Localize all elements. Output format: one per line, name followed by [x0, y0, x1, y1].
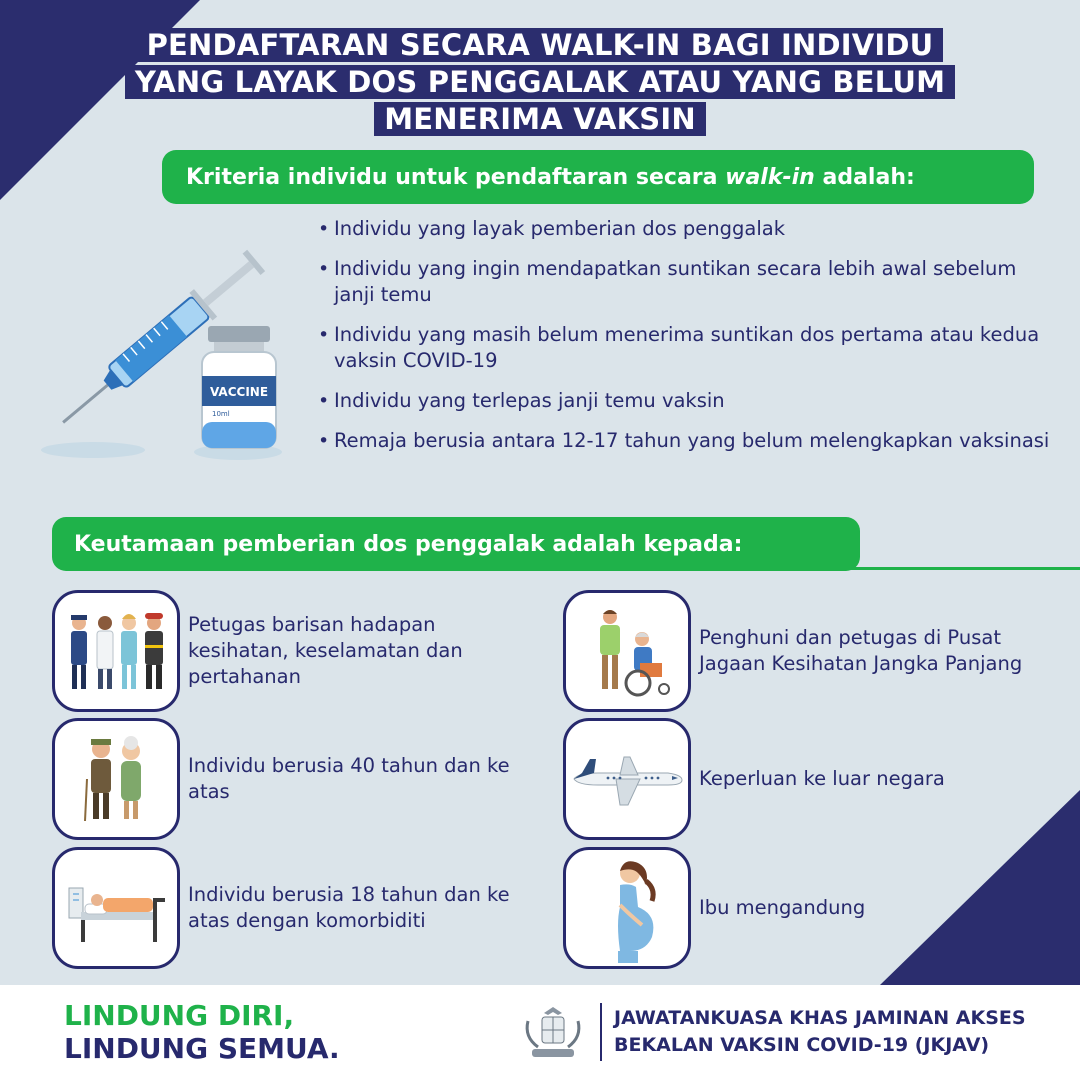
title-line-3: MENERIMA VAKSIN — [374, 102, 706, 136]
priority-label-longterm-care: Penghuni dan petugas di Pusat Jagaan Kesihatan Jangka Panjang — [699, 626, 1023, 675]
slogan-line-2: LINDUNG SEMUA. — [64, 1032, 340, 1065]
airplane-icon — [563, 718, 691, 840]
divider — [850, 567, 1080, 570]
organization-name — [614, 1005, 1026, 1059]
priority-item-travel — [563, 718, 1049, 840]
title-line-1: PENDAFTARAN SECARA WALK-IN BAGI INDIVIDU — [137, 28, 944, 62]
priority-item-longterm-care — [563, 590, 1049, 712]
criteria-heading-italic: walk-in — [725, 164, 815, 190]
priority-label-frontliners: Petugas barisan hadapan kesihatan, keselamatan dan pertahanan — [188, 613, 463, 688]
slogan-line-1: LINDUNG DIRI, — [64, 999, 295, 1032]
svg-text:VACCINE: VACCINE — [209, 385, 269, 399]
criteria-heading-suffix: adalah: — [814, 164, 915, 190]
vaccine-vial — [202, 326, 276, 448]
elderly-couple-icon — [52, 718, 180, 840]
svg-text:10ml: 10ml — [212, 410, 230, 418]
syringe-vaccine-icon — [38, 226, 300, 466]
wheelchair-care-icon — [563, 590, 691, 712]
criteria-item-5: • Remaja berusia antara 12-17 tahun yang belum melengkapkan vaksinasi — [318, 428, 1058, 454]
priority-label-elderly: Individu berusia 40 tahun dan ke atas — [188, 754, 510, 803]
pregnant-woman-icon — [563, 847, 691, 969]
priority-item-elderly — [52, 718, 518, 840]
org-line-2: BEKALAN VAKSIN COVID-19 (JKJAV) — [614, 1034, 990, 1056]
title-line-2: YANG LAYAK DOS PENGGALAK ATAU YANG BELUM — [125, 65, 955, 99]
priority-item-comorbidity — [52, 847, 518, 969]
criteria-heading — [162, 150, 1034, 204]
priority-label-pregnant: Ibu mengandung — [699, 896, 866, 919]
priority-label-comorbidity: Individu berusia 18 tahun dan ke atas dengan komorbiditi — [188, 883, 510, 932]
hospital-bed-icon — [52, 847, 180, 969]
divider-vertical — [600, 1003, 602, 1061]
criteria-item-4: • Individu yang terlepas janji temu vaksin — [318, 388, 1058, 414]
slogan — [64, 999, 340, 1065]
org-line-1: JAWATANKUASA KHAS JAMINAN AKSES — [614, 1007, 1026, 1029]
criteria-item-1: • Individu yang layak pemberian dos penggalak — [318, 216, 1058, 242]
priority-item-frontliners — [52, 590, 518, 712]
government-crest-icon — [518, 1003, 588, 1063]
criteria-list — [318, 216, 1058, 468]
priority-heading — [52, 517, 860, 571]
frontliners-icon — [52, 590, 180, 712]
footer — [0, 985, 1080, 1080]
priority-item-pregnant — [563, 847, 1049, 969]
page-title — [0, 28, 1080, 139]
priority-label-travel: Keperluan ke luar negara — [699, 767, 945, 790]
criteria-item-2: • Individu yang ingin mendapatkan suntikan secara lebih awal sebelum janji temu — [318, 256, 1058, 308]
criteria-item-3: • Individu yang masih belum menerima suntikan dos pertama atau kedua vaksin COVID-19 — [318, 322, 1058, 374]
priority-heading-text: Keutamaan pemberian dos penggalak adalah kepada: — [74, 531, 743, 557]
criteria-heading-prefix: Kriteria individu untuk pendaftaran secara — [186, 164, 726, 190]
